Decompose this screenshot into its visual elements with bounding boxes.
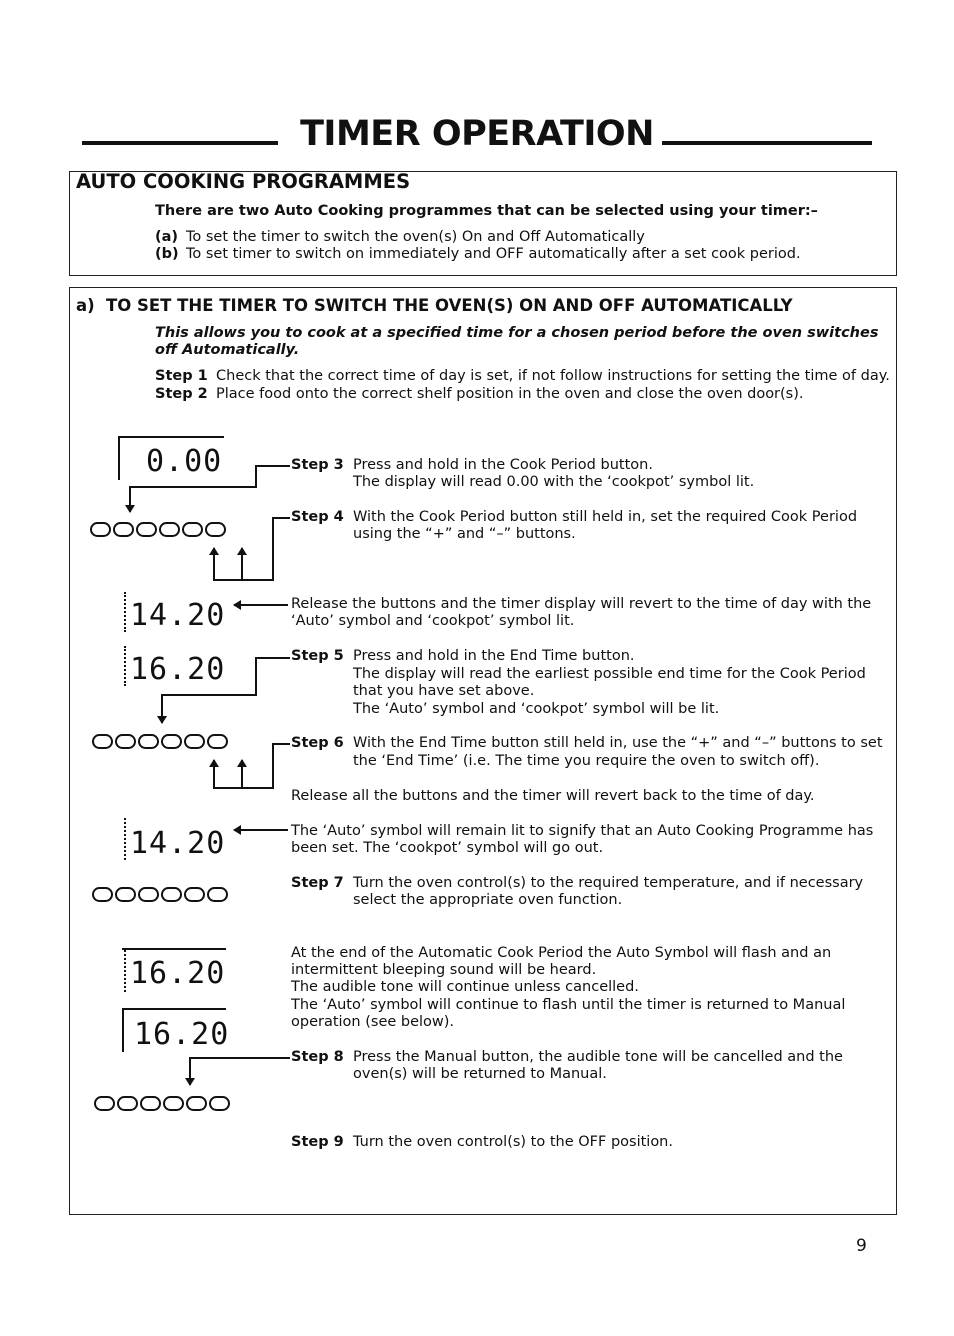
step5-label: Step 5 bbox=[291, 648, 344, 664]
release1-line2: ‘Auto’ symbol and ‘cookpot’ symbol lit. bbox=[291, 613, 575, 629]
item-b-text: To set timer to switch on immediately and OFF automatically after a set cook period. bbox=[186, 246, 801, 262]
step9-label: Step 9 bbox=[291, 1134, 344, 1150]
release1-line1: Release the buttons and the timer display will revert to the time of day with the bbox=[291, 596, 872, 612]
end-note-line5: operation (see below). bbox=[291, 1014, 455, 1030]
step5-line2: The display will read the earliest possible end time for the Cook Period bbox=[353, 666, 866, 682]
section-a-heading: TO SET THE TIMER TO SWITCH THE OVEN(S) ON AND OFF AUTOMATICALLY bbox=[106, 296, 793, 315]
item-b-label: (b) bbox=[155, 246, 179, 262]
page-title: TIMER OPERATION bbox=[300, 114, 654, 154]
step6-line1: With the End Time button still held in, use the “+” and “–” buttons to set bbox=[353, 735, 883, 751]
step3-line2: The display will read 0.00 with the ‘cookpot’ symbol lit. bbox=[353, 474, 755, 490]
timer-display-time-of-day: 14.20 bbox=[130, 598, 226, 633]
section-heading: AUTO COOKING PROGRAMMES bbox=[76, 170, 411, 193]
step9-text: Turn the oven control(s) to the OFF position. bbox=[353, 1134, 673, 1150]
step4-line1: With the Cook Period button still held in, set the required Cook Period bbox=[353, 509, 858, 525]
step4-line2: using the “+” and “–” buttons. bbox=[353, 526, 576, 542]
step5-line1: Press and hold in the End Time button. bbox=[353, 648, 635, 664]
step8-line1: Press the Manual button, the audible tone will be cancelled and the bbox=[353, 1049, 843, 1065]
section-a-intro-2: off Automatically. bbox=[155, 342, 300, 358]
step6-label: Step 6 bbox=[291, 735, 344, 751]
page-number: 9 bbox=[856, 1236, 867, 1256]
step6-line2: the ‘End Time’ (i.e. The time you require the oven to switch off). bbox=[353, 753, 820, 769]
auto-note-line2: been set. The ‘cookpot’ symbol will go out. bbox=[291, 840, 604, 856]
step5-connector-arrow bbox=[162, 658, 290, 723]
step3-label: Step 3 bbox=[291, 457, 344, 473]
step2-label: Step 2 bbox=[155, 386, 208, 402]
section-a-intro-1: This allows you to cook at a specified time for a chosen period before the oven switches bbox=[155, 325, 879, 341]
timer-display-manual: 16.20 bbox=[134, 1017, 230, 1052]
step4-bracket bbox=[214, 518, 290, 580]
release2-text: Release all the buttons and the timer will revert back to the time of day. bbox=[291, 788, 815, 804]
step2-text: Place food onto the correct shelf position in the oven and close the oven door(s). bbox=[216, 386, 804, 402]
step8-label: Step 8 bbox=[291, 1049, 344, 1065]
step5-line4: The ‘Auto’ symbol and ‘cookpot’ symbol will be lit. bbox=[353, 701, 720, 717]
step7-label: Step 7 bbox=[291, 875, 344, 891]
timer-display-auto-set: 14.20 bbox=[130, 826, 226, 861]
step6-bracket bbox=[214, 744, 290, 788]
step3-line1: Press and hold in the Cook Period button. bbox=[353, 457, 653, 473]
step8-line2: oven(s) will be returned to Manual. bbox=[353, 1066, 607, 1082]
step7-line1: Turn the oven control(s) to the required temperature, and if necessary bbox=[353, 875, 864, 891]
end-note-line3: The audible tone will continue unless cancelled. bbox=[291, 979, 639, 995]
step3-connector-arrow bbox=[130, 466, 290, 512]
step1-text: Check that the correct time of day is set, if not follow instructions for setting the time of day. bbox=[216, 368, 890, 384]
end-note-line2: intermittent bleeping sound will be heard. bbox=[291, 962, 597, 978]
section-a-label: a) bbox=[76, 296, 95, 315]
timer-display-cook-period: 0.00 bbox=[146, 444, 223, 479]
auto-note-line1: The ‘Auto’ symbol will remain lit to signify that an Auto Cooking Programme has bbox=[291, 823, 874, 839]
item-a-text: To set the timer to switch the oven(s) On and Off Automatically bbox=[186, 229, 645, 245]
section-intro: There are two Auto Cooking programmes that can be selected using your timer:– bbox=[155, 203, 818, 219]
step8-connector-arrow bbox=[190, 1058, 290, 1085]
end-note-line4: The ‘Auto’ symbol will continue to flash until the timer is returned to Manual bbox=[291, 997, 846, 1013]
timer-display-end-time: 16.20 bbox=[130, 652, 226, 687]
item-a-label: (a) bbox=[155, 229, 179, 245]
step4-label: Step 4 bbox=[291, 509, 344, 525]
step7-line2: select the appropriate oven function. bbox=[353, 892, 623, 908]
step1-label: Step 1 bbox=[155, 368, 208, 384]
end-note-line1: At the end of the Automatic Cook Period the Auto Symbol will flash and an bbox=[291, 945, 832, 961]
step5-line3: that you have set above. bbox=[353, 683, 535, 699]
timer-display-end: 16.20 bbox=[130, 956, 226, 991]
